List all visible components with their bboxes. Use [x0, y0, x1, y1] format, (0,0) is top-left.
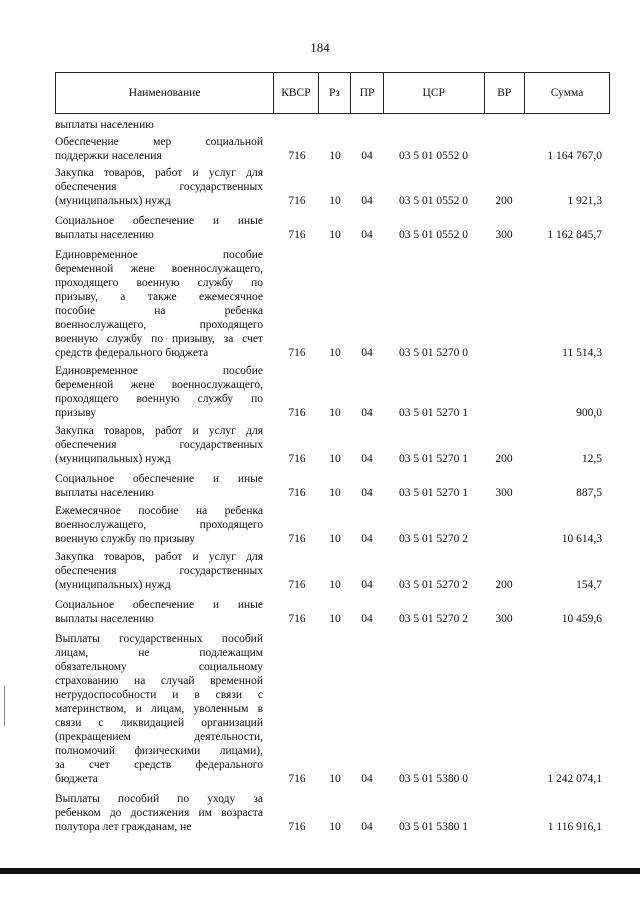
row-pr: 04	[361, 229, 373, 241]
row-vr: 300	[495, 613, 513, 625]
row-name-line: (муниципальных) нужд	[55, 453, 171, 465]
row-name-line: ребенком до достижения им возраста	[55, 807, 263, 819]
table-row	[55, 598, 610, 626]
row-kvsr: 716	[288, 195, 306, 207]
row-name-line: проходящего военную службу по	[55, 393, 263, 405]
row-name-line: выплаты населению	[55, 119, 154, 131]
row-sum: 1 242 074,1	[547, 773, 602, 785]
row-name-line: обеспечения государственных	[55, 565, 263, 577]
row-name-line: полномочий физическими лицами),	[55, 745, 263, 757]
table-row	[55, 424, 610, 466]
row-rz: 10	[329, 453, 341, 465]
row-name-line: Единовременное пособие	[55, 365, 263, 377]
row-rz: 10	[329, 487, 341, 499]
row-name	[55, 504, 275, 546]
row-pr: 04	[361, 407, 373, 419]
header-pr: ПР	[351, 73, 384, 113]
row-name-line: Закупка товаров, работ и услуг для	[55, 551, 263, 563]
row-name-line: за счет средств федерального	[55, 759, 263, 771]
row-rz: 10	[329, 773, 341, 785]
row-name-line: выплаты населению	[55, 613, 154, 625]
row-pr: 04	[361, 453, 373, 465]
row-csr: 03 5 01 5270 2	[399, 579, 468, 591]
row-kvsr: 716	[288, 407, 306, 419]
row-name-line: поддержки населения	[55, 150, 162, 162]
row-kvsr: 716	[288, 773, 306, 785]
row-name	[55, 166, 275, 208]
header-kvsr: КВСР	[274, 73, 318, 113]
row-name	[55, 550, 275, 592]
row-pr: 04	[361, 579, 373, 591]
row-name-line: выплаты населению	[55, 487, 154, 499]
header-rz: Рз	[319, 73, 352, 113]
row-name	[55, 472, 275, 500]
row-name	[55, 364, 275, 420]
row-pr: 04	[361, 821, 373, 833]
row-name-line: Обеспечение мер социальной	[55, 136, 263, 148]
row-kvsr: 716	[288, 613, 306, 625]
row-name-line: страхованию на случай временной	[55, 675, 263, 687]
header-csr: ЦСР	[384, 73, 485, 113]
row-kvsr: 716	[288, 487, 306, 499]
table-row	[55, 166, 610, 208]
scan-edge-mark	[4, 686, 5, 726]
row-pr: 04	[361, 613, 373, 625]
table-row	[55, 504, 610, 546]
row-name-line: беременной жене военнослужащего,	[55, 379, 263, 391]
row-sum: 10 459,6	[561, 613, 602, 625]
table-row	[55, 248, 610, 360]
row-name-line: военнослужащего, проходящего	[55, 319, 263, 331]
row-sum: 900,0	[576, 407, 602, 419]
row-sum: 10 614,3	[561, 533, 602, 545]
page-number: 184	[310, 40, 330, 55]
row-vr: 300	[495, 229, 513, 241]
table-row	[55, 632, 610, 786]
row-csr: 03 5 01 0552 0	[399, 195, 468, 207]
row-rz: 10	[329, 533, 341, 545]
row-name-line: связи с ликвидацией организаций	[55, 717, 263, 729]
row-rz: 10	[329, 407, 341, 419]
row-csr: 03 5 01 5380 1	[399, 821, 468, 833]
row-name-line: обеспечения государственных	[55, 181, 263, 193]
row-rz: 10	[329, 821, 341, 833]
row-name-line: выплаты населению	[55, 229, 154, 241]
row-name-line: Закупка товаров, работ и услуг для	[55, 425, 263, 437]
header-name: Наименование	[56, 73, 274, 113]
row-pr: 04	[361, 487, 373, 499]
row-pr: 04	[361, 773, 373, 785]
row-kvsr: 716	[288, 347, 306, 359]
row-name-line: Ежемесячное пособие на ребенка	[55, 505, 263, 517]
row-csr: 03 5 01 5270 0	[399, 347, 468, 359]
row-name-line: военную службу по призыву	[55, 533, 196, 545]
row-sum: 1 921,3	[567, 195, 602, 207]
row-kvsr: 716	[288, 821, 306, 833]
row-pr: 04	[361, 347, 373, 359]
row-csr: 03 5 01 5270 1	[399, 453, 468, 465]
row-csr: 03 5 01 5270 2	[399, 533, 468, 545]
row-name-line: средств федерального бюджета	[55, 347, 209, 359]
row-name	[55, 135, 275, 163]
table-body	[55, 118, 610, 834]
row-csr: 03 5 01 0552 0	[399, 229, 468, 241]
row-kvsr: 716	[288, 150, 306, 162]
row-name	[55, 118, 275, 132]
table-row	[55, 118, 610, 132]
row-name	[55, 598, 275, 626]
row-vr: 200	[495, 579, 513, 591]
scan-bottom-border	[0, 868, 640, 874]
row-pr: 04	[361, 533, 373, 545]
table-row	[55, 472, 610, 500]
table-row	[55, 214, 610, 242]
row-sum: 1 162 845,7	[547, 229, 602, 241]
row-sum: 1 164 767,0	[547, 150, 602, 162]
row-name-line: (муниципальных) нужд	[55, 579, 171, 591]
row-sum: 12,5	[581, 453, 602, 465]
header-vr: ВР	[485, 73, 526, 113]
row-name-line: бюджета	[55, 773, 98, 785]
row-name	[55, 214, 275, 242]
row-name	[55, 632, 275, 786]
row-name-line: Социальное обеспечение и иные	[55, 215, 263, 227]
row-name-line: призыву	[55, 407, 97, 419]
row-name-line: военнослужащего, проходящего	[55, 519, 263, 531]
row-name-line: (муниципальных) нужд	[55, 195, 171, 207]
row-name-line: Выплаты пособий по уходу за	[55, 793, 263, 805]
row-name-line: обеспечения государственных	[55, 439, 263, 451]
row-kvsr: 716	[288, 229, 306, 241]
row-name-line: Закупка товаров, работ и услуг для	[55, 167, 263, 179]
row-name-line: Единовременное пособие	[55, 249, 263, 261]
table-row	[55, 135, 610, 163]
row-rz: 10	[329, 150, 341, 162]
row-name-line: призыву, а также ежемесячное	[55, 291, 263, 303]
row-rz: 10	[329, 613, 341, 625]
row-name-line: нетрудоспособности и в связи с	[55, 689, 263, 701]
row-name-line: обязательному социальному	[55, 661, 263, 673]
row-name-line: Социальное обеспечение и иные	[55, 599, 263, 611]
row-name	[55, 248, 275, 360]
row-kvsr: 716	[288, 579, 306, 591]
row-kvsr: 716	[288, 453, 306, 465]
row-name	[55, 792, 275, 834]
row-kvsr: 716	[288, 533, 306, 545]
table-header	[55, 72, 610, 114]
row-sum: 887,5	[576, 487, 602, 499]
row-csr: 03 5 01 5270 2	[399, 613, 468, 625]
row-csr: 03 5 01 5270 1	[399, 407, 468, 419]
row-vr: 200	[495, 453, 513, 465]
row-name-line: пособие на ребенка	[55, 305, 263, 317]
row-name-line: полутора лет гражданам, не	[55, 821, 192, 833]
row-vr: 300	[495, 487, 513, 499]
row-name-line: Выплаты государственных пособий	[55, 633, 263, 645]
row-rz: 10	[329, 579, 341, 591]
row-name	[55, 424, 275, 466]
row-rz: 10	[329, 195, 341, 207]
header-sum: Сумма	[525, 73, 610, 113]
row-sum: 11 514,3	[562, 347, 602, 359]
row-name-line: беременной жене военнослужащего,	[55, 263, 263, 275]
row-name-line: Социальное обеспечение и иные	[55, 473, 263, 485]
row-vr: 200	[495, 195, 513, 207]
row-sum: 1 116 916,1	[547, 821, 602, 833]
row-rz: 10	[329, 347, 341, 359]
row-name-line: военную службу по призыву, за счет	[55, 333, 263, 345]
row-name-line: материнством, и лицам, уволенным в	[55, 703, 263, 715]
row-sum: 154,7	[576, 579, 602, 591]
budget-table	[55, 72, 610, 834]
row-pr: 04	[361, 195, 373, 207]
row-csr: 03 5 01 5270 1	[399, 487, 468, 499]
row-pr: 04	[361, 150, 373, 162]
row-name-line: проходящего военную службу по	[55, 277, 263, 289]
table-row	[55, 792, 610, 834]
table-row	[55, 550, 610, 592]
row-rz: 10	[329, 229, 341, 241]
row-csr: 03 5 01 5380 0	[399, 773, 468, 785]
row-name-line: лицам, не подлежащим	[55, 647, 263, 659]
table-row	[55, 364, 610, 420]
row-name-line: (прекращением деятельности,	[55, 731, 263, 743]
row-csr: 03 5 01 0552 0	[399, 150, 468, 162]
